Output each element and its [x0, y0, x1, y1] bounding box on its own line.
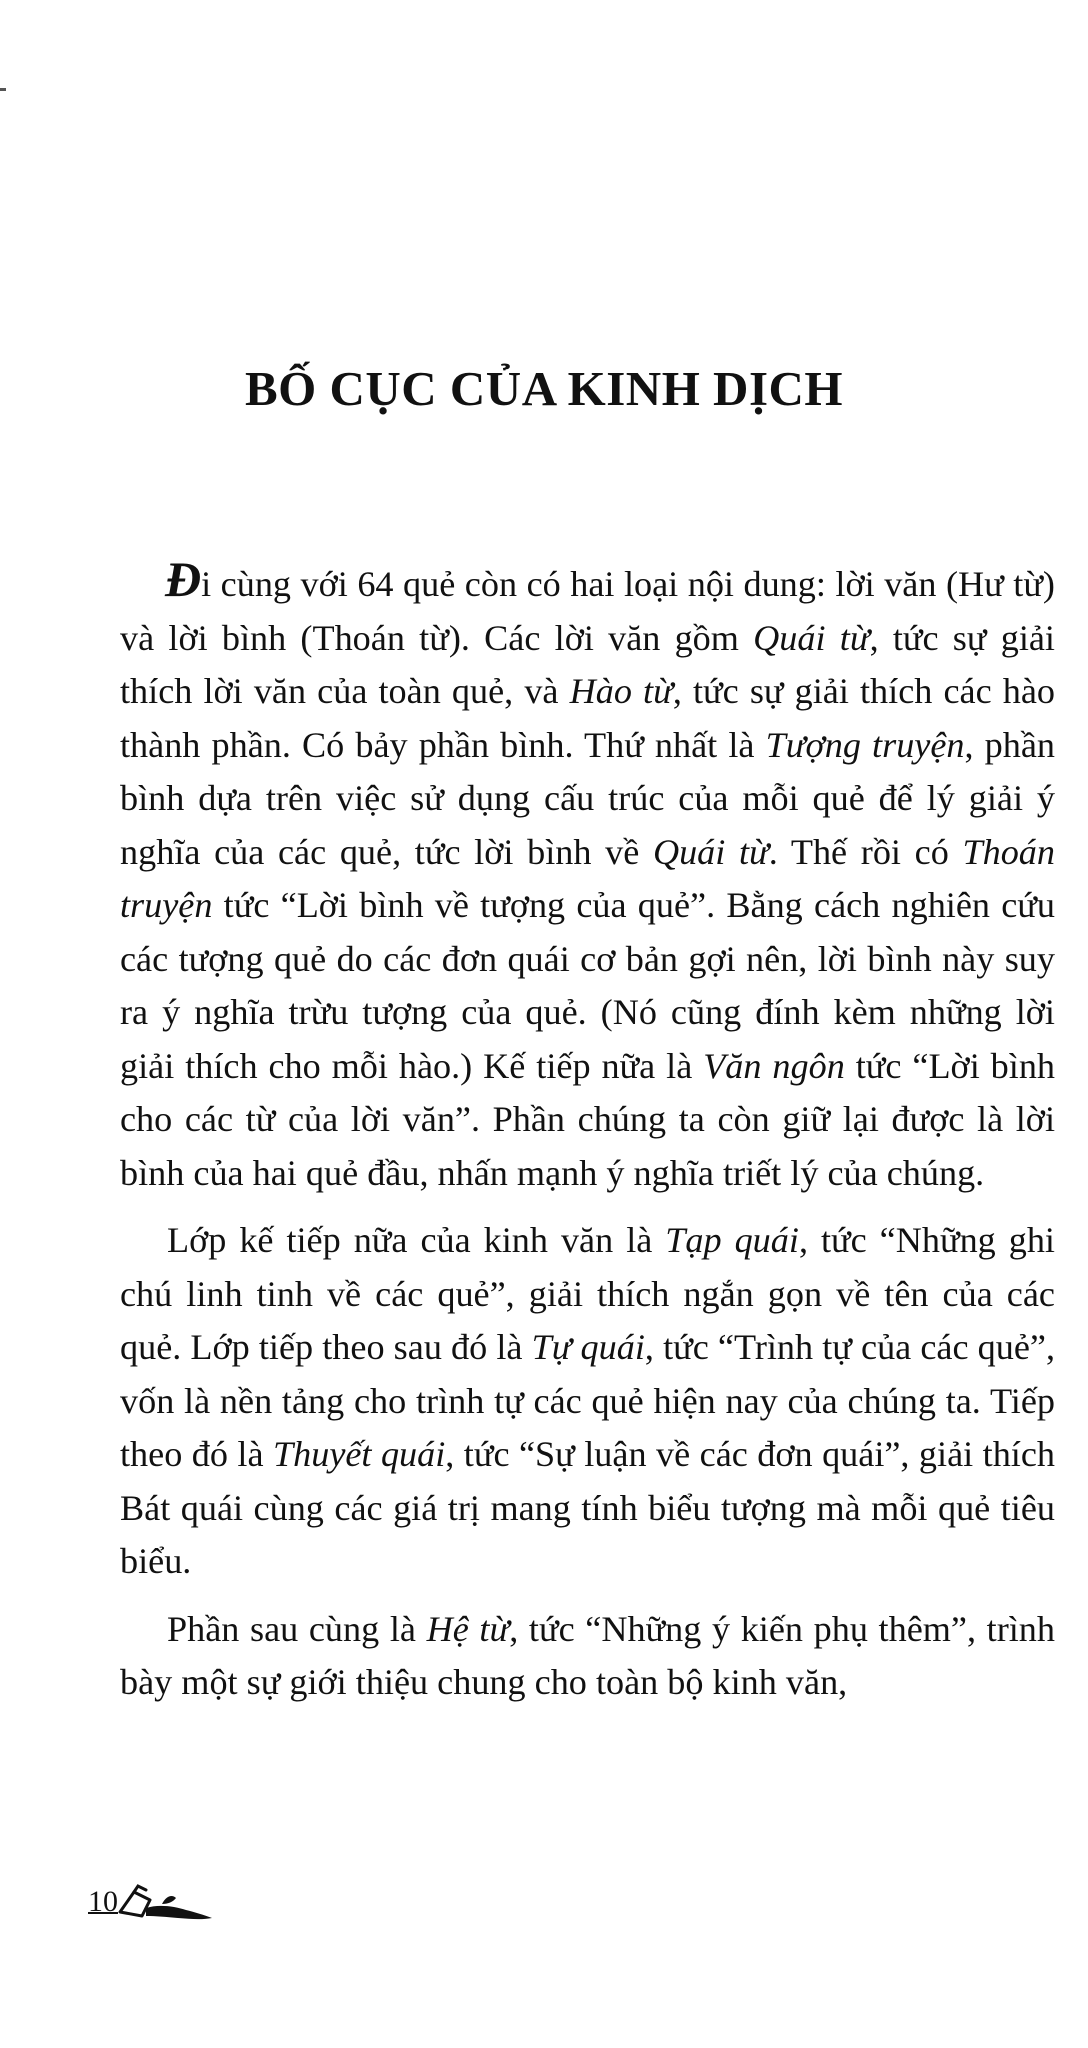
text-run: tức “Lời bình về tượng của quẻ”. Bằng cách nghiên cứu các tượng quẻ do các đơn quái cơ bản gợi nên, lời bình này suy ra ý nghĩa trừu tượng của quẻ. (Nó cũng đính kèm những lời giải thích cho mỗi hào.) Kế tiếp nữa là: [120, 885, 1055, 1086]
text-run: , tức sự giải thích các hào thành phần. Có bảy phần bình. Thứ nhất là: [120, 671, 1056, 765]
paragraph-2: [120, 1214, 1055, 1589]
italic-term: Thuyết quái: [273, 1434, 446, 1474]
drop-cap: Đ: [165, 551, 202, 607]
text-run: . Thế rồi có: [768, 831, 963, 872]
text-run: tức “Lời bình cho các từ của lời văn”. Phần chúng ta còn giữ lại được là lời bình của hai quẻ đầu, nhấn mạnh ý nghĩa triết lý của chúng.: [120, 1045, 1056, 1193]
brush-ornament-icon: [116, 1882, 216, 1926]
text-run: , tức “Trình tự của các quẻ”, vốn là nền tảng cho trình tự các quẻ hiện nay của chúng ta. Tiếp theo đó là: [120, 1327, 1056, 1474]
text-run: , tức “Những ý kiến phụ thêm”, trình bày một sự giới thiệu chung cho toàn bộ kinh văn,: [120, 1608, 1055, 1702]
italic-term: Thoán truyện: [120, 831, 1055, 925]
scan-edge-mark: [0, 88, 6, 91]
italic-term: Quái từ: [753, 617, 870, 658]
text-run: i cùng với 64 quẻ còn có hai loại nội dung: lời văn (Hư từ) và lời bình (Thoán từ). Các lời văn gồm: [120, 564, 1055, 658]
text-run: , phần bình dựa trên việc sử dụng cấu trúc của mỗi quẻ để lý giải ý nghĩa của các quẻ, tức lời bình về: [120, 724, 1056, 872]
text-run: , tức sự giải thích lời văn của toàn quẻ, và: [120, 617, 1055, 711]
page-number: 10: [88, 1885, 118, 1918]
chapter-title: BỐ CỤC CỦA KINH DỊCH: [244, 361, 844, 416]
italic-term: Tạp quái: [665, 1220, 799, 1260]
text-run: Lớp kế tiếp nữa của kinh văn là: [167, 1220, 666, 1260]
italic-term: Quái từ: [652, 831, 769, 872]
body-text: [120, 551, 1056, 1724]
page-footer: [88, 1884, 238, 1934]
italic-term: Tượng truyện: [765, 724, 965, 765]
italic-term: Hệ từ: [426, 1608, 510, 1649]
paragraph-1: [120, 551, 1056, 1200]
italic-term: Tự quái: [531, 1327, 645, 1367]
text-run: , tức “Những ghi chú linh tinh về các quẻ”, giải thích ngắn gọn về tên của các quẻ. Lớp tiếp theo sau đó là: [120, 1220, 1055, 1367]
text-run: , tức “Sự luận về các đơn quái”, giải thích Bát quái cùng các giá trị mang tính biểu tượng mà mỗi quẻ tiêu biểu.: [120, 1434, 1056, 1581]
italic-term: Hào từ: [569, 671, 673, 711]
paragraph-3: [120, 1603, 1055, 1710]
italic-term: Văn ngôn: [703, 1045, 845, 1086]
text-run: Phần sau cùng là: [167, 1608, 427, 1649]
